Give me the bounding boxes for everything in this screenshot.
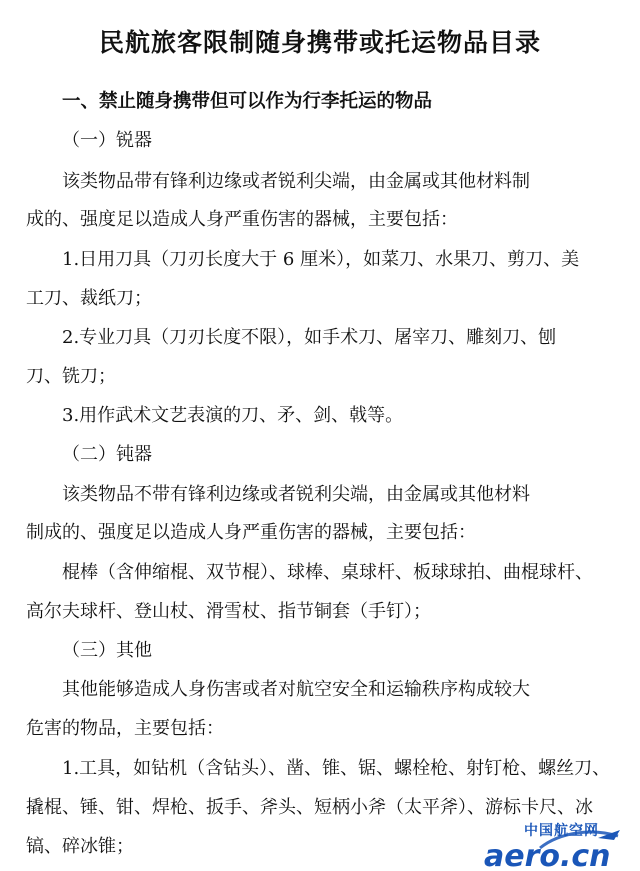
- list-item-line: 高尔夫球杆、登山杖、滑雪杖、指节铜套（手钉）；: [26, 601, 431, 622]
- paragraph-line: 制成的、强度足以造成人身严重伤害的器械，主要包括：: [26, 522, 476, 543]
- paragraph-line: 其他能够造成人身伤害或者对航空安全和运输秩序构成较大: [62, 679, 530, 700]
- aero-cn-logo-icon: [480, 826, 638, 870]
- paragraph-line: 危害的物品，主要包括：: [26, 718, 224, 739]
- watermark-cn-text: 中国航空网: [524, 823, 599, 839]
- document-title: 民航旅客限制随身携带或托运物品目录: [98, 28, 541, 57]
- watermark-en-text: aero.cn: [484, 839, 611, 870]
- list-item-line: 工刀、裁纸刀；: [26, 288, 152, 309]
- subsection-title-sharp: （一）锐器: [62, 130, 152, 151]
- paragraph-line: 该类物品不带有锋利边缘或者锐利尖端，由金属或其他材料: [62, 484, 530, 505]
- section-heading: 一、禁止随身携带但可以作为行李托运的物品: [62, 91, 433, 112]
- subsection-title-other: （三）其他: [62, 640, 152, 661]
- list-item-line: 棍棒（含伸缩棍、双节棍）、球棒、桌球杆、板球球拍、曲棍球杆、: [62, 562, 593, 583]
- list-item-line: 1.工具，如钻机（含钻头）、凿、锥、锯、螺栓枪、射钉枪、螺丝刀、: [62, 758, 611, 779]
- list-item-line: 1.日用刀具（刀刃长度大于 6 厘米），如菜刀、水果刀、剪刀、美: [62, 249, 580, 270]
- list-item-line: 撬棍、锤、钳、焊枪、扳手、斧头、短柄小斧（太平斧）、游标卡尺、冰: [26, 797, 593, 818]
- list-item-line: 刀、铣刀；: [26, 366, 116, 387]
- subsection-title-blunt: （二）钝器: [62, 444, 152, 465]
- list-item-line: 2.专业刀具（刀刃长度不限），如手术刀、屠宰刀、雕刻刀、刨: [62, 327, 557, 348]
- paragraph-line: 该类物品带有锋利边缘或者锐利尖端，由金属或其他材料制: [62, 171, 530, 192]
- list-item-line: 镐、碎冰锥；: [26, 836, 134, 857]
- list-item-line: 3.用作武术文艺表演的刀、矛、剑、戟等。: [62, 405, 404, 426]
- aero-cn-watermark: [480, 820, 638, 870]
- paragraph-line: 成的、强度足以造成人身严重伤害的器械，主要包括：: [26, 209, 458, 230]
